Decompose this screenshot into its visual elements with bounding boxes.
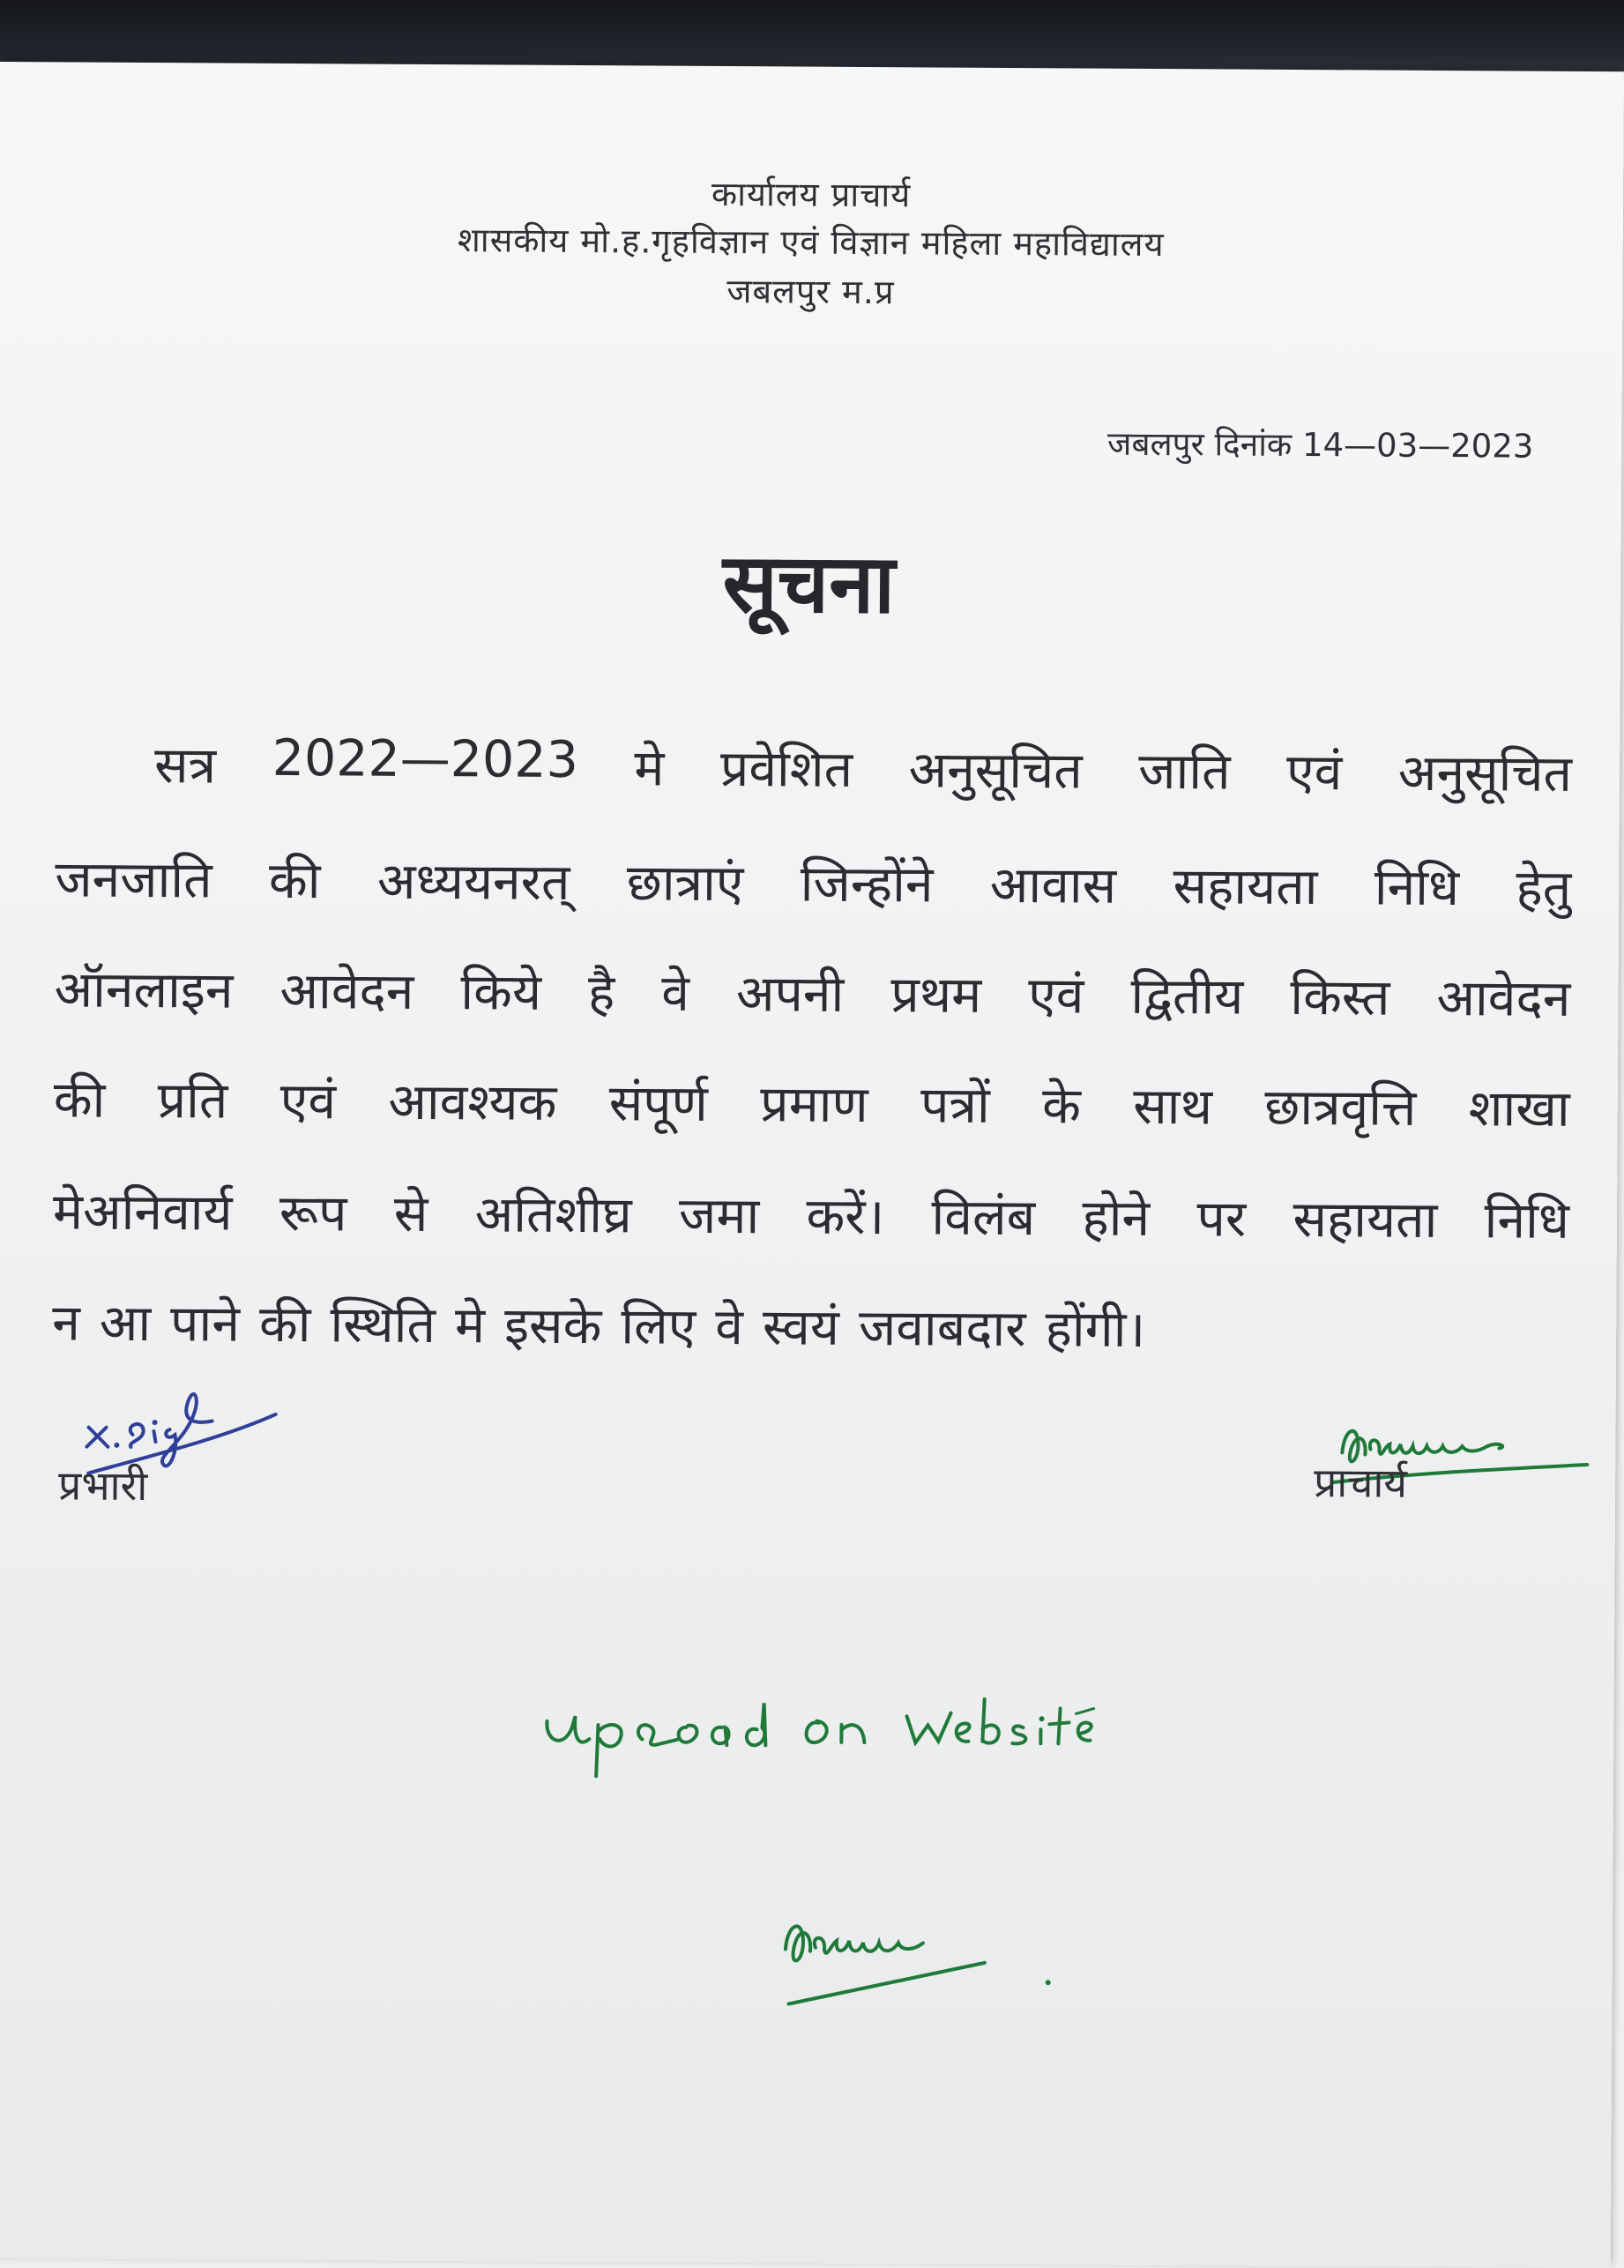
notice-body-word: निधि bbox=[1374, 858, 1460, 918]
notice-body-line bbox=[54, 1063, 1570, 1141]
notice-body-word: से bbox=[393, 1184, 428, 1243]
notice-body-word: आवेदन bbox=[279, 961, 414, 1021]
notice-body-word: पत्रों bbox=[920, 1076, 990, 1135]
notice-title: सूचना bbox=[722, 536, 896, 632]
notice-body-word: जिन्होंने bbox=[800, 854, 934, 914]
notice-body-word: है bbox=[587, 964, 615, 1023]
notice-body-word: वे bbox=[715, 1297, 744, 1357]
notice-body-word: होने bbox=[1082, 1189, 1151, 1248]
notice-body-word: एवं bbox=[279, 1071, 337, 1131]
letterhead-office-line: कार्यालय प्राचार्य bbox=[711, 174, 912, 215]
notice-body-word: सहायता bbox=[1292, 1190, 1438, 1250]
notice-body-word: सहायता bbox=[1173, 857, 1318, 917]
notice-body-word: करें। bbox=[806, 1187, 885, 1247]
notice-body-word: द्वितीय bbox=[1130, 966, 1244, 1026]
notice-document bbox=[0, 62, 1624, 2268]
notice-body-word: की bbox=[53, 1071, 106, 1130]
handwritten-upload-note bbox=[536, 1653, 1154, 1797]
notice-body-word: निधि bbox=[1484, 1191, 1570, 1250]
notice-body-word: छात्राएं bbox=[626, 854, 744, 914]
notice-body-word: प्रमाण bbox=[760, 1075, 868, 1135]
notice-body-word: सत्र bbox=[153, 736, 217, 795]
principal-label: प्राचार्य bbox=[1314, 1459, 1408, 1507]
notice-body-word: प्रवेशित bbox=[719, 740, 853, 799]
notice-body-word: अध्ययनरत् bbox=[376, 852, 570, 912]
notice-body-word: हेतु bbox=[1516, 859, 1572, 918]
notice-body-word: 2022—2023 bbox=[272, 728, 579, 790]
notice-body-word: जनजाति bbox=[55, 850, 212, 910]
notice-date: जबलपुर दिनांक 14—03—2023 bbox=[1106, 424, 1534, 466]
notice-body-word: एवं bbox=[1285, 742, 1343, 802]
notice-body-word: प्रथम bbox=[890, 966, 982, 1025]
notice-body-line bbox=[53, 1175, 1569, 1253]
notice-body-word: की bbox=[268, 851, 321, 911]
notice-body-word: शाखा bbox=[1468, 1079, 1570, 1138]
notice-body-word: प्रति bbox=[157, 1071, 228, 1130]
notice-body-word: एवं bbox=[1028, 966, 1084, 1026]
notice-body-word: मे bbox=[454, 1296, 486, 1355]
notice-body-word: जवाबदार bbox=[858, 1298, 1026, 1359]
notice-body-word: मे bbox=[634, 739, 665, 798]
notice-body-line bbox=[54, 952, 1570, 1031]
notice-body-word: होंगी। bbox=[1045, 1300, 1146, 1359]
notice-body-word: आवश्यक bbox=[388, 1072, 557, 1132]
notice-body-word: जाति bbox=[1138, 742, 1231, 802]
notice-body-word: संपूर्ण bbox=[608, 1074, 709, 1133]
notice-body-word: आ bbox=[99, 1294, 152, 1354]
notice-body-word: पाने bbox=[169, 1294, 241, 1354]
notice-body-word: अनुसूचित bbox=[1397, 743, 1573, 803]
notice-body-line bbox=[154, 728, 1572, 806]
principal-signature-note bbox=[772, 1896, 1073, 2039]
notice-body-word: विलंब bbox=[931, 1188, 1036, 1248]
notice-body-word: आवेदन bbox=[1436, 968, 1571, 1028]
notice-body-word: के bbox=[1041, 1077, 1082, 1136]
notice-body-word: की bbox=[258, 1294, 311, 1354]
notice-body-word: रूप bbox=[279, 1183, 347, 1243]
notice-body-word: अतिशीघ्र bbox=[474, 1185, 632, 1245]
letterhead-city: जबलपुर म.प्र bbox=[726, 272, 895, 312]
notice-body-word: किये bbox=[460, 963, 542, 1022]
incharge-label: प्रभारी bbox=[57, 1461, 148, 1511]
notice-body-word: अनुसूचित bbox=[908, 741, 1083, 801]
notice-body-word: न bbox=[52, 1294, 81, 1353]
notice-body-word: मेअनिवार्य bbox=[52, 1182, 233, 1242]
notice-body-word: आवास bbox=[989, 855, 1117, 915]
notice-body-word: ऑनलाइन bbox=[54, 960, 234, 1020]
notice-body-word: साथ bbox=[1133, 1077, 1213, 1137]
notice-body-word: स्थिति bbox=[330, 1295, 436, 1355]
letterhead-college-name: शासकीय मो.ह.गृहविज्ञान एवं विज्ञान महिला महाविद्यालय bbox=[457, 220, 1165, 265]
notice-body-word: किस्त bbox=[1290, 967, 1390, 1027]
notice-body-word: वे bbox=[661, 964, 690, 1023]
notice-body-word: इसके bbox=[503, 1296, 602, 1356]
notice-body-word: जमा bbox=[678, 1186, 760, 1246]
notice-body-word: पर bbox=[1196, 1190, 1247, 1249]
notice-body-word: स्वयं bbox=[762, 1298, 840, 1357]
notice-body-word: अपनी bbox=[735, 965, 845, 1024]
notice-body-word: लिए bbox=[621, 1297, 697, 1356]
notice-body-word: छात्रवृत्ति bbox=[1264, 1078, 1417, 1138]
notice-body-line bbox=[55, 842, 1571, 921]
